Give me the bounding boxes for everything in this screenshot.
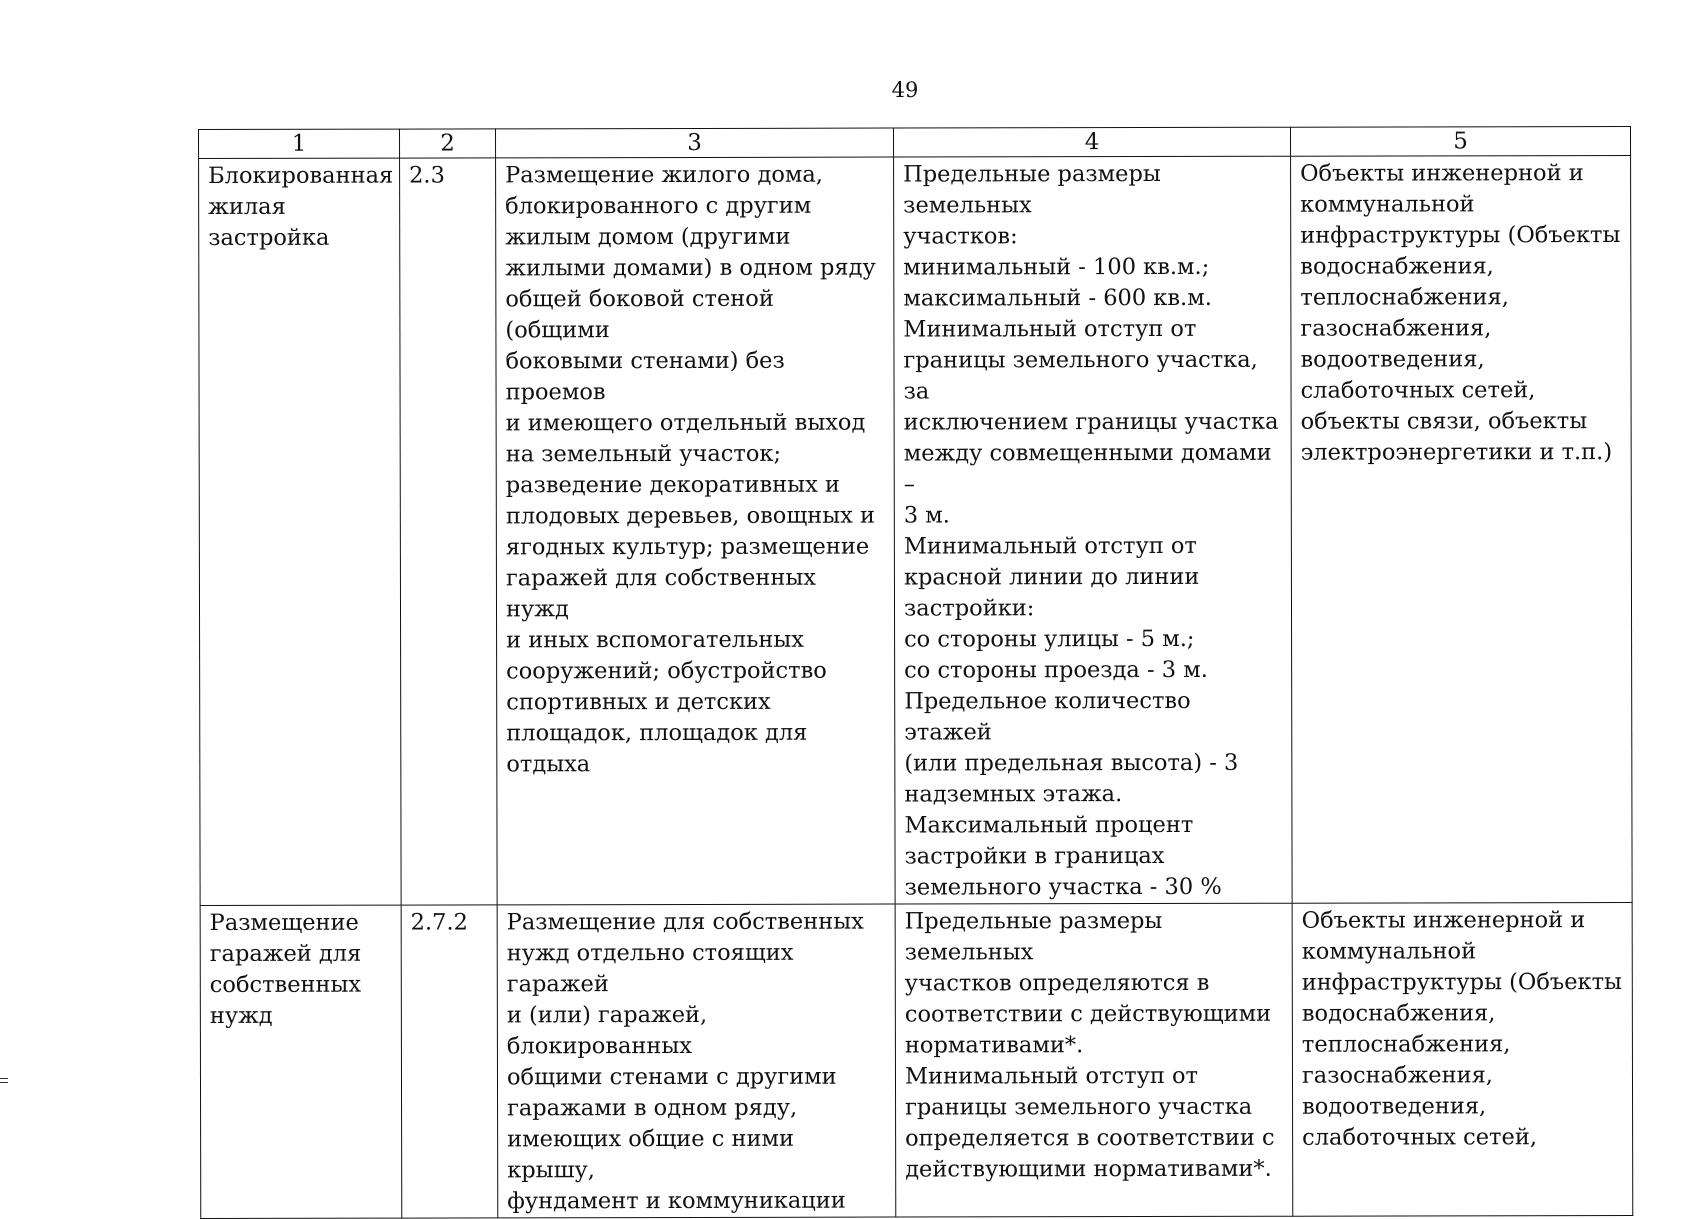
use-type-auxiliary: Объекты инженерной и коммунальной инфраструктуры (Объекты водоснабжения, теплоснабжения, газоснабжения, водоотведения, слаботочных сетей, объекты связи, объекты электроэнергетики и т.п.) (1291, 155, 1633, 903)
use-type-name: Блокированная жилая застройка (199, 158, 402, 905)
use-type-auxiliary: Объекты инженерной и коммунальной инфраструктуры (Объекты водоснабжения, теплоснабжения, газоснабжения, водоотведения, слаботочных сетей, (1292, 902, 1633, 1216)
use-type-code: 2.3 (400, 158, 498, 905)
column-header-3: 3 (496, 128, 894, 158)
page-number: 49 (891, 78, 919, 102)
use-type-description: Размещение жилого дома, блокированного с другим жилым домом (другими жилыми домами) в одном ряду общей боковой стеной (общими боковыми стенами) без проемов и имеющего отдельный выход на земельный участок; разведение декоративных и плодовых деревьев, овощных и ягодных культур; размещение гаражей для собственных нужд и иных вспомогательных сооружений; обустройство спортивных и детских площадок, площадок для отдыха (496, 157, 896, 905)
column-header-4: 4 (893, 127, 1290, 157)
header-row (199, 126, 1631, 158)
land-use-table (198, 126, 1633, 1219)
column-header-1: 1 (199, 129, 400, 158)
scan-margin-mark (0, 1078, 8, 1083)
column-header-2: 2 (400, 129, 496, 158)
use-type-name: Размещение гаражей для собственных нужд (200, 905, 402, 1218)
use-type-parameters: Предельные размеры земельных участков: минимальный - 100 кв.м.; максимальный - 600 кв.м. Минимальный отступ от границы земельного участка, за исключением границы участка между совмещенными домами – 3 м. Минимальный отступ от красной линии до линии застройки: со стороны улицы - 5 м.; со стороны проезда - 3 м. Предельное количество этажей (или предельная высота) - 3 надземных этажа. Максимальный процент застройки в границах земельного участка - 30 % (894, 156, 1293, 904)
table-row (200, 902, 1633, 1218)
use-type-parameters: Предельные размеры земельных участков определяются в соответствии с действующими нормативами*. Минимальный отступ от границы земельного участка определяется в соответствии с действующими нормативами*. (895, 903, 1293, 1217)
column-header-5: 5 (1290, 126, 1630, 156)
table-row (199, 155, 1633, 905)
use-type-description: Размещение для собственных нужд отдельно стоящих гаражей и (или) гаражей, блокированных общими стенами с другими гаражами в одном ряду, имеющих общие с ними крышу, фундамент и коммуникации (497, 904, 896, 1218)
use-type-code: 2.7.2 (401, 905, 498, 1218)
